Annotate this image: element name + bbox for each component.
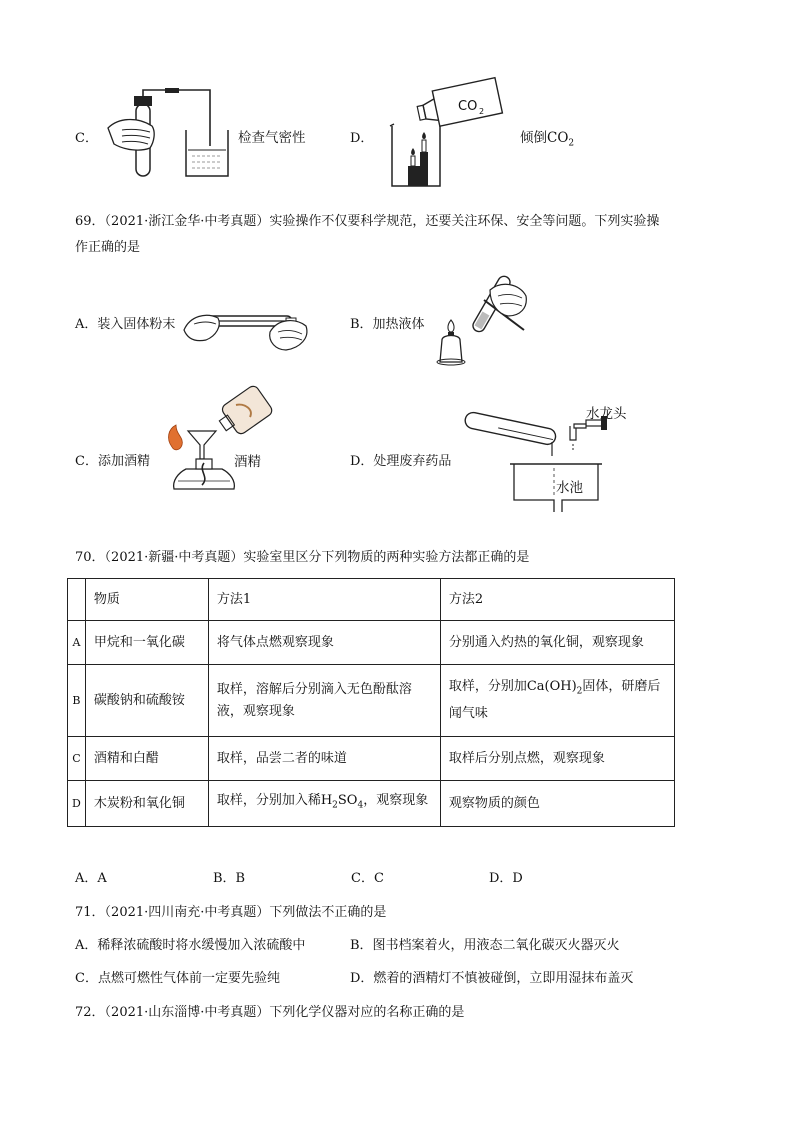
table-row xyxy=(68,665,675,737)
q70-option-d: D．D xyxy=(489,871,523,886)
load-powder-figure xyxy=(182,288,312,358)
table-header-cell: 物质 xyxy=(85,579,208,621)
faucet-label: 水龙头 xyxy=(586,406,627,422)
heat-liquid-figure xyxy=(428,270,533,370)
q70-methods-table xyxy=(67,578,675,827)
row-key: A xyxy=(68,621,86,665)
q70-option-a: A．A xyxy=(75,871,107,886)
q68-option-d-caption: 倾倒$CO_2$ xyxy=(520,130,575,149)
q70-option-c: C．C xyxy=(351,871,384,886)
row-substance: 木炭粉和氧化铜 xyxy=(85,781,208,827)
q71-option-d: D．燃着的酒精灯不慎被碰倒，立即用湿抹布盖灭 xyxy=(350,971,634,986)
sink-label: 水池 xyxy=(556,480,583,496)
table-row xyxy=(68,781,675,827)
table-row xyxy=(68,621,675,665)
bottle-label-subscript: 2 xyxy=(479,107,485,116)
add-alcohol-figure xyxy=(158,385,278,500)
q69-stem-line2: 作正确的是 xyxy=(75,240,141,255)
q72-stem: 72．（2021·山东淄博·中考真题）下列化学仪器对应的名称正确的是 xyxy=(75,1005,465,1020)
row-substance: 酒精和白醋 xyxy=(85,737,208,781)
q68-option-c-caption: 检查气密性 xyxy=(238,130,306,146)
row-method2: 分别通入灼热的氧化铜，观察现象 xyxy=(440,621,674,665)
table-header-row xyxy=(68,579,675,621)
row-key: D xyxy=(68,781,86,827)
row-method1: 取样，分别加入稀$H_2SO_4$，观察现象 xyxy=(208,781,440,827)
q70-stem: 70．（2021·新疆·中考真题）实验室里区分下列物质的两种实验方法都正确的是 xyxy=(75,550,530,565)
table-header-cell xyxy=(68,579,86,621)
row-method2: 取样，分别加$Ca(OH)_2$固体，研磨后闻气味 xyxy=(440,665,674,737)
q69-option-a: A．装入固体粉末 xyxy=(75,317,176,332)
airtightness-check-figure xyxy=(100,86,230,181)
q68-option-c-label: C． xyxy=(75,131,98,146)
q69-option-b: B．加热液体 xyxy=(350,317,425,332)
pour-co2-figure xyxy=(378,78,503,190)
row-method1: 将气体点燃观察现象 xyxy=(208,621,440,665)
q69-option-c-caption: 酒精 xyxy=(234,454,261,470)
q71-stem: 71．（2021·四川南充·中考真题）下列做法不正确的是 xyxy=(75,905,387,920)
table-header-cell: 方法1 xyxy=(208,579,440,621)
q71-option-b: B．图书档案着火，用液态二氧化碳灭火器灭火 xyxy=(350,938,620,953)
q69-option-c: C．添加酒精 xyxy=(75,454,150,469)
q71-option-c: C．点燃可燃性气体前一定要先验纯 xyxy=(75,971,280,986)
row-substance: 碳酸钠和硫酸铵 xyxy=(85,665,208,737)
row-substance: 甲烷和一氧化碳 xyxy=(85,621,208,665)
q70-option-b: B．B xyxy=(213,871,246,886)
table-header-cell: 方法2 xyxy=(440,579,674,621)
row-key: C xyxy=(68,737,86,781)
row-key: B xyxy=(68,665,86,737)
q68-option-d-label: D． xyxy=(350,131,374,146)
row-method1: 取样，溶解后分别滴入无色酚酞溶液，观察现象 xyxy=(208,665,440,737)
bottle-label: CO xyxy=(458,99,478,114)
row-method1: 取样，品尝二者的味道 xyxy=(208,737,440,781)
row-method2: 观察物质的颜色 xyxy=(440,781,674,827)
q69-option-d: D．处理废弃药品 xyxy=(350,454,452,469)
table-row xyxy=(68,737,675,781)
row-method2: 取样后分别点燃，观察现象 xyxy=(440,737,674,781)
q69-stem-line1: 69．（2021·浙江金华·中考真题）实验操作不仅要科学规范，还要关注环保、安全等问题。下列实验操 xyxy=(75,214,660,229)
q71-option-a: A．稀释浓硫酸时将水缓慢加入浓硫酸中 xyxy=(75,938,306,953)
